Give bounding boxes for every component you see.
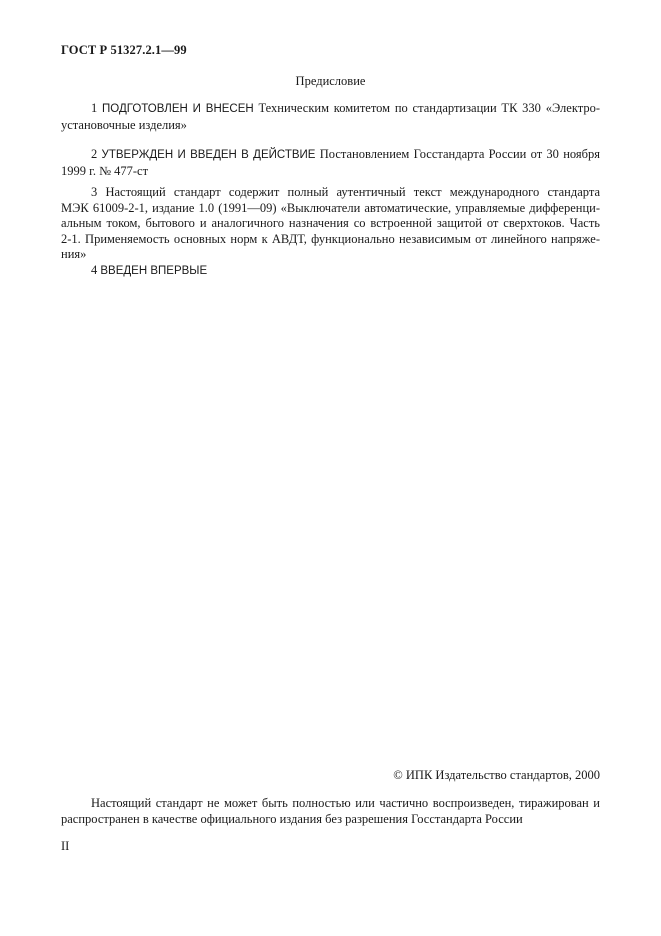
copyright-line: © ИПК Издательство стандартов, 2000 — [393, 768, 600, 782]
item-2-line-2: 1999 г. № 477-ст — [61, 163, 149, 178]
item-1-text-1: Техническим комитетом по стандартизации ТК 330 «Электро- — [253, 101, 601, 115]
item-3-line-4: 2-1. Применяемость основных норм к АВДТ, функционально независимым от линейного напряже- — [61, 231, 600, 246]
item-2-text-1: Постановлением Госстандарта России от 30 ноября — [315, 147, 601, 161]
item-1-line-2: установочные изделия» — [61, 117, 187, 132]
preface-title: Предисловие — [295, 74, 366, 88]
reproduction-notice — [61, 796, 600, 827]
item-3-line-2: МЭК 61009-2-1, издание 1.0 (1991—09) «Выключатели автоматические, управляемые дифференци- — [61, 200, 600, 215]
item-1-line-1 — [61, 101, 600, 118]
notice-line-2: распространен в качестве официального издания без разрешения Госстандарта России — [61, 811, 523, 826]
item-3-text-1: Настоящий стандарт содержит полный аутентичный текст международного стандарта — [105, 185, 601, 199]
item-4-caps: ВВЕДЕН ВПЕРВЫЕ — [100, 265, 208, 277]
item-3-number: 3 — [91, 185, 98, 199]
preface-item-1 — [61, 101, 600, 133]
preface-item-2 — [61, 147, 600, 179]
item-1-number: 1 — [91, 101, 98, 115]
item-3-line-1 — [61, 185, 600, 201]
item-3-line-3: альным током, бытового и аналогичного назначения со встроенной защитой от сверхтоков. Часть — [61, 216, 600, 230]
preface-item-3 — [61, 185, 600, 263]
item-2-number: 2 — [91, 147, 98, 161]
item-3-line-5: ния» — [61, 247, 87, 261]
item-4-line-1 — [61, 263, 600, 280]
preface-item-4 — [61, 263, 600, 280]
item-2-caps: УТВЕРЖДЕН И ВВЕДЕН В ДЕЙСТВИЕ — [101, 149, 316, 161]
document-code: ГОСТ Р 51327.2.1—99 — [61, 43, 187, 57]
item-4-number: 4 — [91, 263, 98, 277]
notice-line-1: Настоящий стандарт не может быть полностью или частично воспроизведен, тиражирован и — [91, 796, 600, 810]
item-1-caps: ПОДГОТОВЛЕН И ВНЕСЕН — [102, 103, 254, 115]
page-number: II — [61, 839, 70, 853]
item-2-line-1 — [61, 147, 600, 164]
